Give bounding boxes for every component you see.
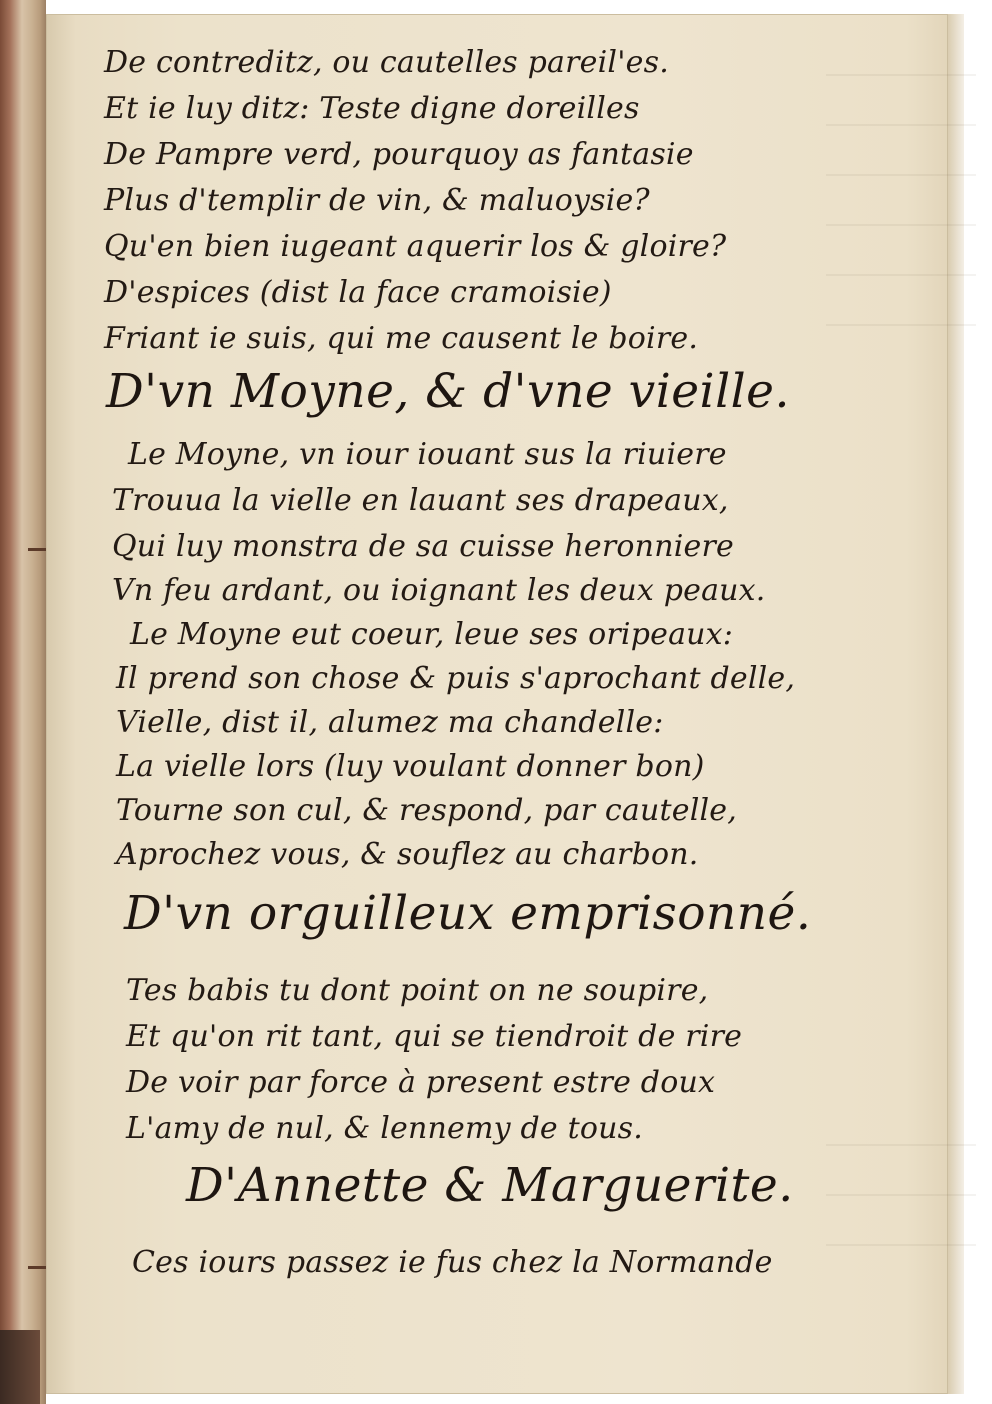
verse-line: Friant ie suis, qui me causent le boire. xyxy=(104,321,699,356)
page-leaf xyxy=(46,14,948,1394)
verse-line: De contreditz, ou cautelles pareil'es. xyxy=(104,45,669,80)
verse-line: Trouua la vielle en lauant ses drapeaux, xyxy=(112,483,729,518)
page-text xyxy=(46,14,948,1394)
verse-line: Qui luy monstra de sa cuisse heronniere xyxy=(112,529,734,564)
verse-line: Il prend son chose & puis s'aprochant delle, xyxy=(116,661,796,696)
verse-line: Tes babis tu dont point on ne soupire, xyxy=(126,973,709,1008)
verse-line: D'espices (dist la face cramoisie) xyxy=(104,275,612,310)
verse-line: Vielle, dist il, alumez ma chandelle: xyxy=(116,705,664,740)
verse-line: De Pampre verd, pourquoy as fantasie xyxy=(104,137,694,172)
verse-line: Aprochez vous, & souflez au charbon. xyxy=(116,837,699,872)
verse-line: Le Moyne, vn iour iouant sus la riuiere xyxy=(128,437,727,472)
poem-title: D'vn orguilleux emprisonné. xyxy=(124,886,812,941)
binding-cover-edge xyxy=(0,1330,40,1404)
verse-line: L'amy de nul, & lennemy de tous. xyxy=(126,1111,643,1146)
verse-line: Qu'en bien iugeant aquerir los & gloire? xyxy=(104,229,727,264)
poem-title: D'vn Moyne, & d'vne vieille. xyxy=(106,364,790,419)
page-edge xyxy=(948,14,964,1394)
verse-line: Le Moyne eut coeur, leue ses oripeaux: xyxy=(130,617,734,652)
book-spine xyxy=(0,0,46,1404)
verse-line: Et qu'on rit tant, qui se tiendroit de rire xyxy=(126,1019,743,1054)
binding-thread xyxy=(28,548,46,551)
verse-line: De voir par force à present estre doux xyxy=(126,1065,716,1100)
verse-line: Plus d'templir de vin, & maluoysie? xyxy=(104,183,650,218)
verse-line: Tourne son cul, & respond, par cautelle, xyxy=(116,793,737,828)
verse-line: Ces iours passez ie fus chez la Normande xyxy=(132,1245,773,1280)
binding-thread xyxy=(28,1266,46,1269)
verse-line: Et ie luy ditz: Teste digne doreilles xyxy=(104,91,640,126)
verse-line: La vielle lors (luy voulant donner bon) xyxy=(116,749,705,784)
verse-line: Vn feu ardant, ou ioignant les deux peaux. xyxy=(112,573,766,608)
poem-title: D'Annette & Marguerite. xyxy=(186,1158,794,1213)
